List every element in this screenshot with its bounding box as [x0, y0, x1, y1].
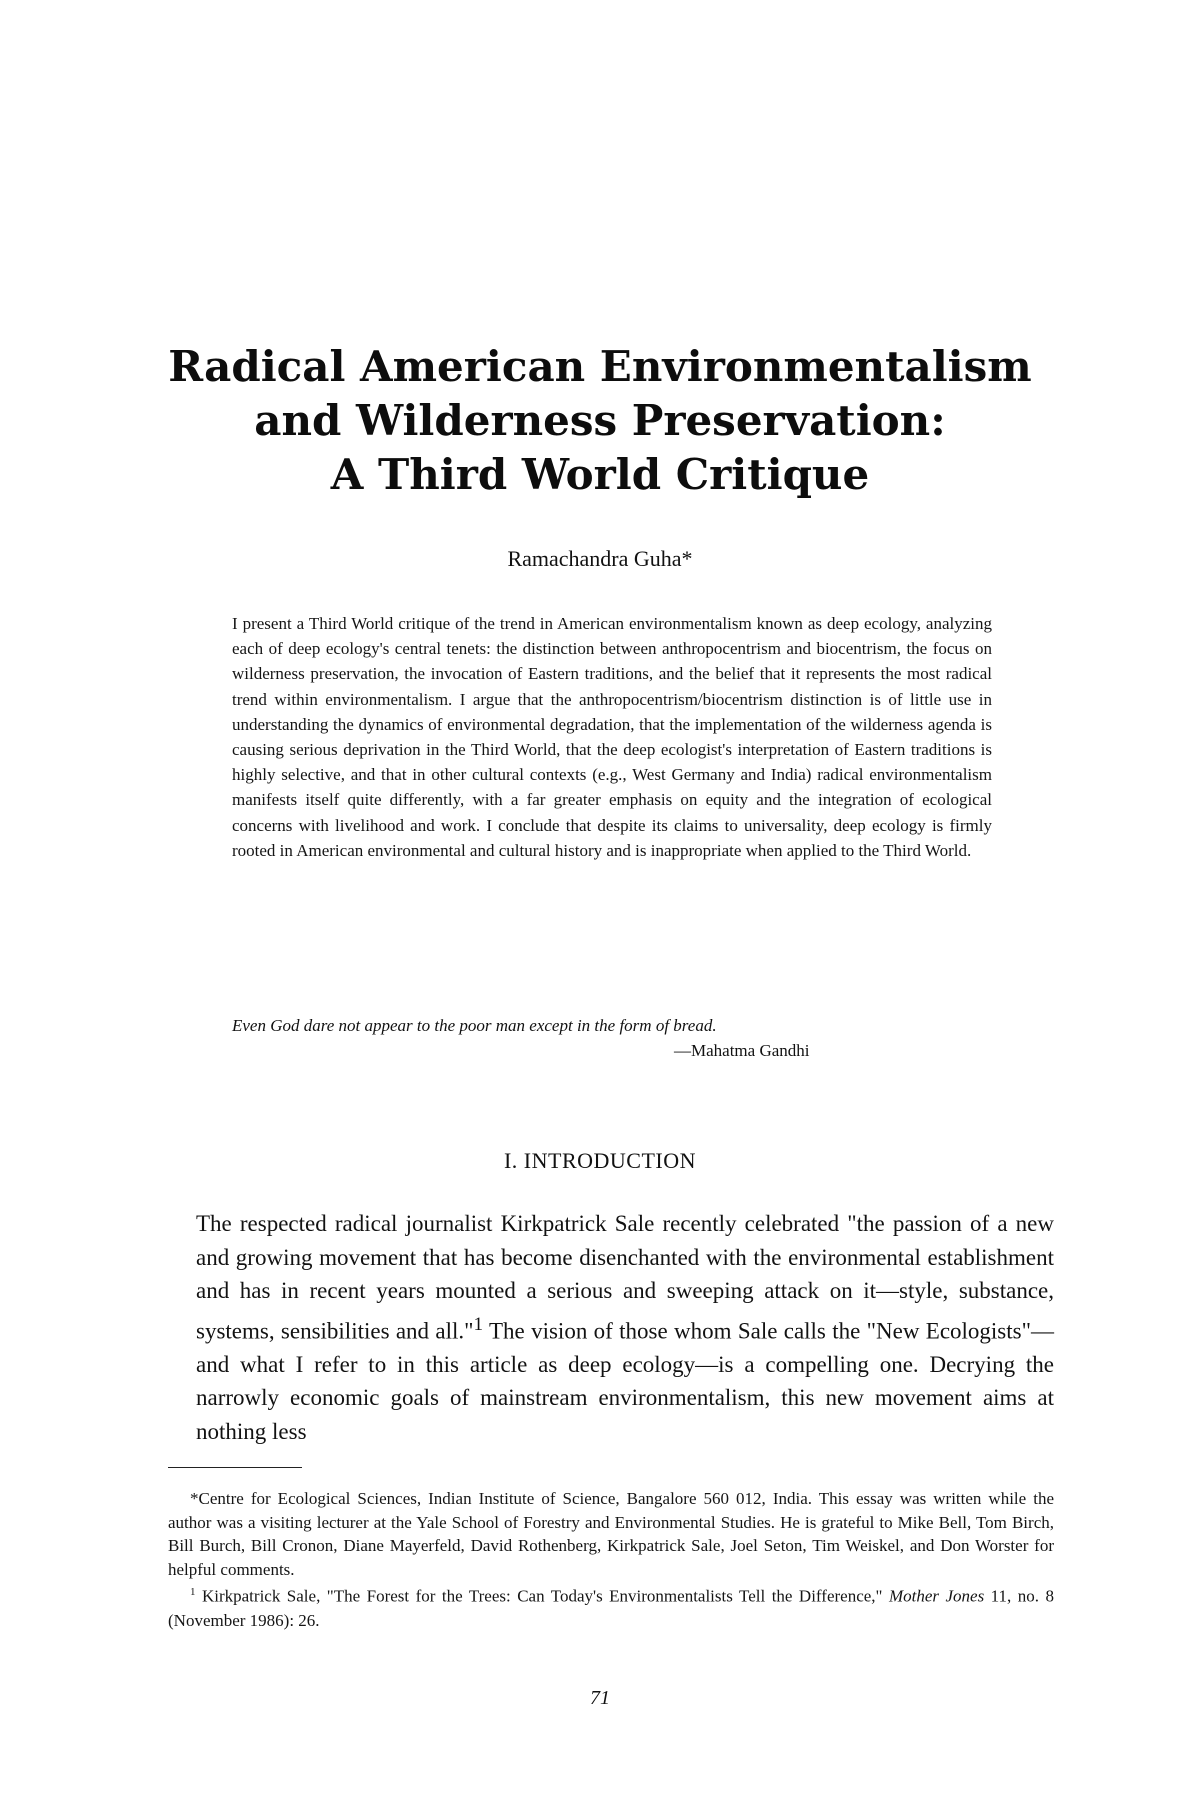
- author-name: Ramachandra Guha*: [507, 546, 693, 571]
- title-line-2: and Wilderness Preservation:: [254, 396, 946, 445]
- body-text-part-1: The respected radical journalist Kirkpatrick Sale recently celebrated "the passion of a new and growing movement that has become disenchanted with the environmental establishment and has in recent years mounted a serious and sweeping attack on it—style, substance, systems, sensibilities and all.": [196, 1211, 1054, 1344]
- epigraph: [232, 1013, 992, 1063]
- body-text-part-2: The vision of those whom Sale calls the "New Ecologists"—and what I refer to in this article as deep ecology—is a compelling one. Decrying the narrowly economic goals of mainstream environmentalism, this new movement aims at nothing less: [196, 1318, 1054, 1444]
- abstract: I present a Third World critique of the trend in American environmentalism known as deep ecology, analyzing each of deep ecology's central tenets: the distinction between anthropocentrism and biocentrism, the focus on wilderness preservation, the invocation of Eastern traditions, and the belief that it represents the most radical trend within environmentalism. I argue that the anthropocentrism/biocentrism distinction is of little use in understanding the dynamics of environmental degradation, that the implementation of the wilderness agenda is causing serious deprivation in the Third World, that the deep ecologist's interpretation of Eastern traditions is highly selective, and that in other cultural contexts (e.g., West Germany and India) radical environmentalism manifests itself quite differently, with a far greater emphasis on equity and the integration of ecological concerns with livelihood and work. I conclude that despite its claims to universality, deep ecology is firmly rooted in American environmental and cultural history and is inappropriate when applied to the Third World.: [232, 614, 992, 860]
- article-title: [150, 340, 1050, 502]
- section-heading: I. INTRODUCTION: [503, 1148, 697, 1173]
- footnote-affiliation: *Centre for Ecological Sciences, Indian Institute of Science, Bangalore 560 012, India. This essay was written while the author was a visiting lecturer at the Yale School of Forestry and Environmental Studies. He is grateful to Mike Bell, Tom Birch, Bill Burch, Bill Cronon, Diane Mayerfeld, David Rothenberg, Kirkpatrick Sale, Joel Seton, Tim Weiskel, and Don Worster for helpful comments.: [168, 1489, 1054, 1579]
- page-number: 71: [590, 1687, 610, 1709]
- footnote-1-number: 1: [190, 1586, 196, 1599]
- footnote-divider: [168, 1467, 302, 1468]
- title-line-1: Radical American Environmentalism: [168, 342, 1032, 391]
- footnote-1-journal: Mother Jones: [888, 1587, 985, 1607]
- epigraph-quote: Even God dare not appear to the poor man except in the form of bread.: [232, 1016, 717, 1035]
- title-line-3: A Third World Critique: [330, 450, 870, 499]
- footnotes: [168, 1487, 1054, 1632]
- epigraph-attribution: —Mahatma Gandhi: [674, 1041, 810, 1060]
- footnote-1-text-b: 11, no. 8 (November 1986): 26.: [168, 1587, 1054, 1630]
- body-paragraph: [196, 1207, 1054, 1448]
- footnote-reference: 1: [473, 1313, 484, 1335]
- footnote-1: [168, 1581, 1054, 1632]
- footnote-1-text-a: Kirkpatrick Sale, "The Forest for the Trees: Can Today's Environmentalists Tell the Difference,": [195, 1587, 889, 1607]
